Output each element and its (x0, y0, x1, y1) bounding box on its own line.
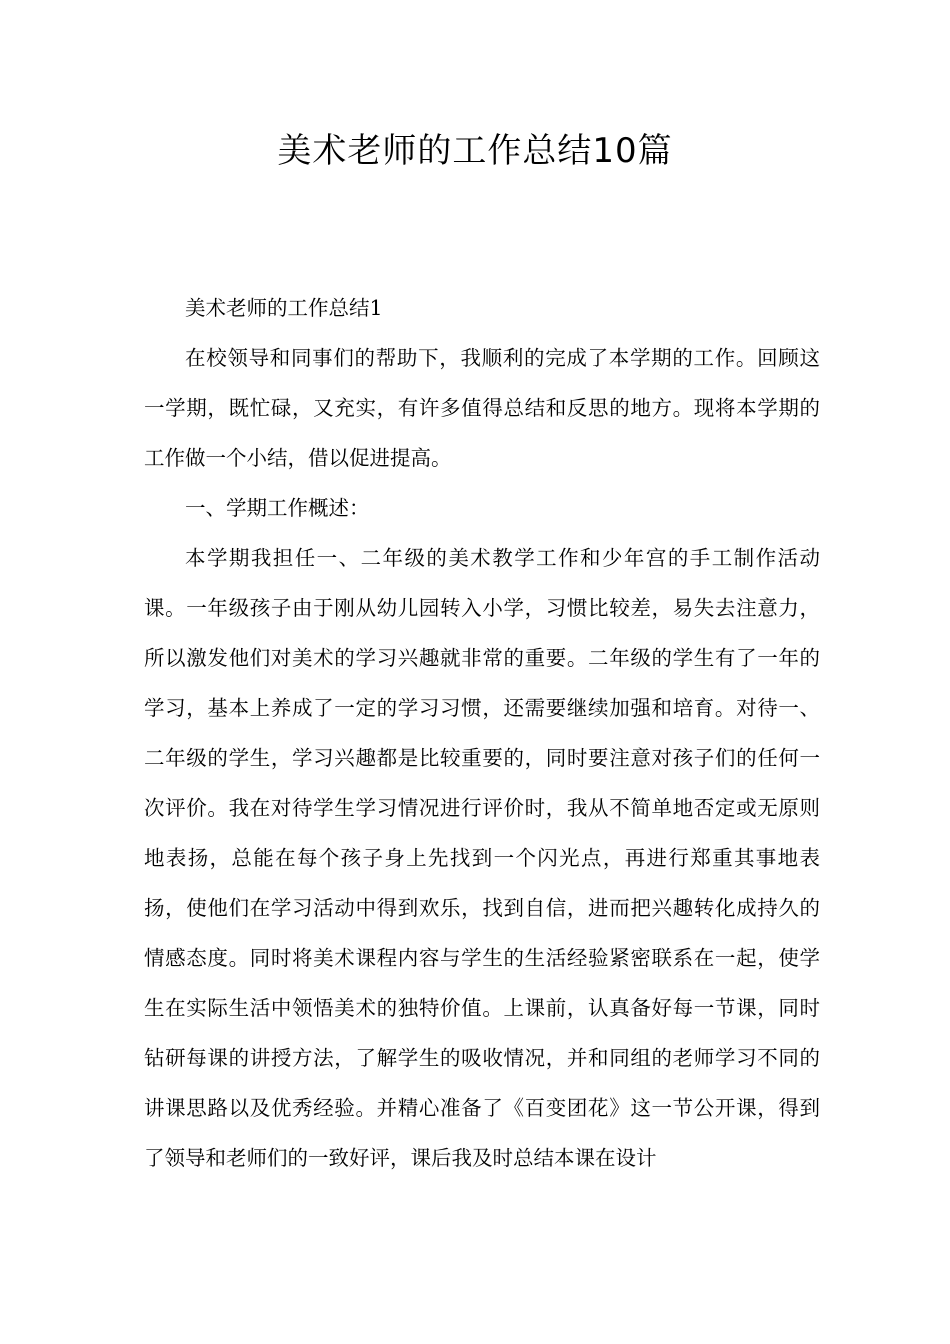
paragraph-overview: 本学期我担任一、二年级的美术教学工作和少年宫的手工制作活动课。一年级孩子由于刚从幼儿园转入小学，习惯比较差，易失去注意力，所以激发他们对美术的学习兴趣就非常的重要。二年级的学生有了一年的学习，基本上养成了一定的学习习惯，还需要继续加强和培育。对待一、二年级的学生，学习兴趣都是比较重要的，同时要注意对孩子们的任何一次评价。我在对待学生学习情况进行评价时，我从不简单地否定或无原则地表扬，总能在每个孩子身上先找到一个闪光点，再进行郑重其事地表扬，使他们在学习活动中得到欢乐，找到自信，进而把兴趣转化成持久的情感态度。同时将美术课程内容与学生的生活经验紧密联系在一起，使学生在实际生活中领悟美术的独特价值。上课前，认真备好每一节课，同时钻研每课的讲授方法，了解学生的吸收情况，并和同组的老师学习不同的讲课思路以及优秀经验。并精心准备了《百变团花》这一节公开课，得到了领导和老师们的一致好评，课后我及时总结本课在设计 (144, 546, 820, 1170)
paragraph-intro: 在校领导和同事们的帮助下，我顺利的完成了本学期的工作。回顾这一学期，既忙碌，又充实，有许多值得总结和反思的地方。现将本学期的工作做一个小结，借以促进提高。 (144, 346, 820, 470)
document-title: 美术老师的工作总结10篇 (277, 131, 673, 171)
subheading-overview: 一、学期工作概述： (185, 496, 370, 520)
section-heading: 美术老师的工作总结1 (185, 296, 383, 320)
document-body (144, 283, 820, 1183)
